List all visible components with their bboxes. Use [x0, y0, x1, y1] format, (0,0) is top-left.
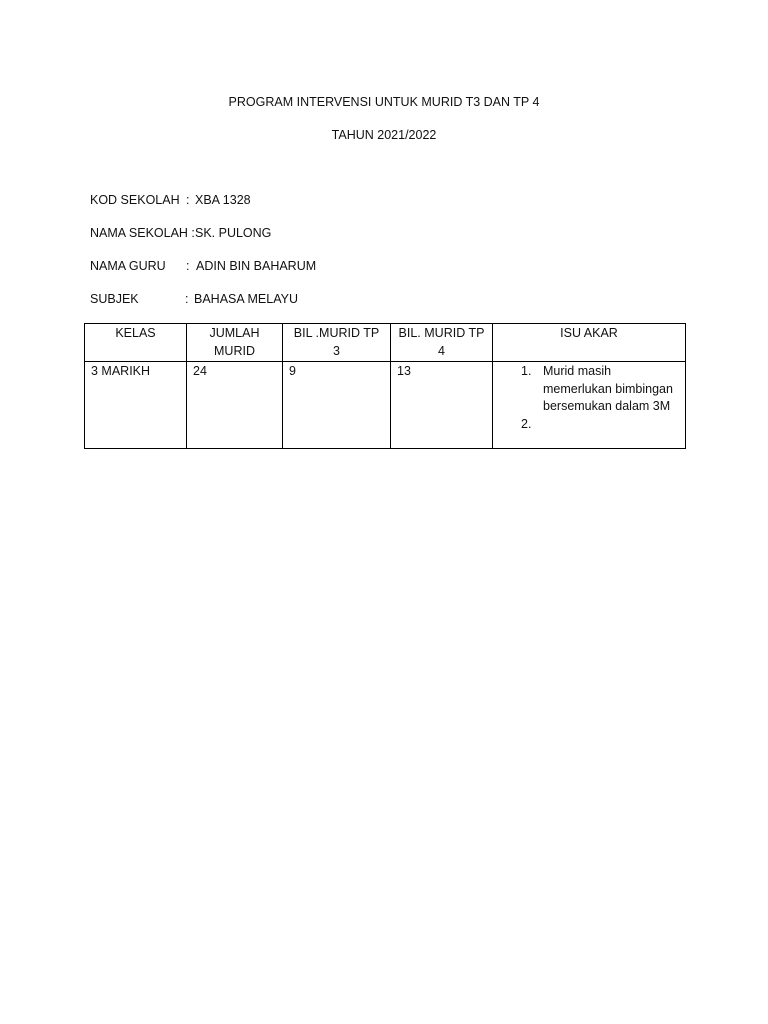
subject-colon: : [185, 292, 189, 306]
cell-tp3: 9 [283, 362, 391, 449]
teacher-label: NAMA GURU [90, 259, 166, 273]
header-jumlah-murid: JUMLAH MURID [187, 324, 283, 362]
cell-tp4: 13 [391, 362, 493, 449]
header-bil-murid-tp4: BIL. MURID TP 4 [391, 324, 493, 362]
school-code-label: KOD SEKOLAH [90, 193, 180, 207]
cell-kelas: 3 MARIKH [85, 362, 187, 449]
teacher-value: ADIN BIN BAHARUM [196, 259, 317, 273]
issue-list: 1. Murid masih memerlukan bimbingan bersemukan dalam 3M 2. [499, 363, 681, 416]
list-item: 1. Murid masih memerlukan bimbingan bersemukan dalam 3M [521, 364, 673, 413]
subject-value: BAHASA MELAYU [194, 292, 298, 306]
document-title: PROGRAM INTERVENSI UNTUK MURID T3 DAN TP 4 [228, 95, 540, 109]
school-name-label: NAMA SEKOLAH : [90, 226, 195, 240]
header-kelas: KELAS [85, 324, 187, 362]
table-row [85, 362, 686, 449]
teacher-colon: : [186, 259, 190, 273]
cell-isu-akar [493, 362, 686, 449]
document-year: TAHUN 2021/2022 [331, 128, 437, 142]
header-isu-akar: ISU AKAR [493, 324, 686, 362]
cell-jumlah: 24 [187, 362, 283, 449]
school-code-colon: : [186, 193, 190, 207]
subject-label: SUBJEK [90, 292, 139, 306]
intervention-table [84, 323, 686, 449]
school-code-value: XBA 1328 [195, 193, 251, 207]
header-bil-murid-tp3: BIL .MURID TP 3 [283, 324, 391, 362]
table-header-row [85, 324, 686, 362]
school-name-value: SK. PULONG [195, 226, 272, 240]
